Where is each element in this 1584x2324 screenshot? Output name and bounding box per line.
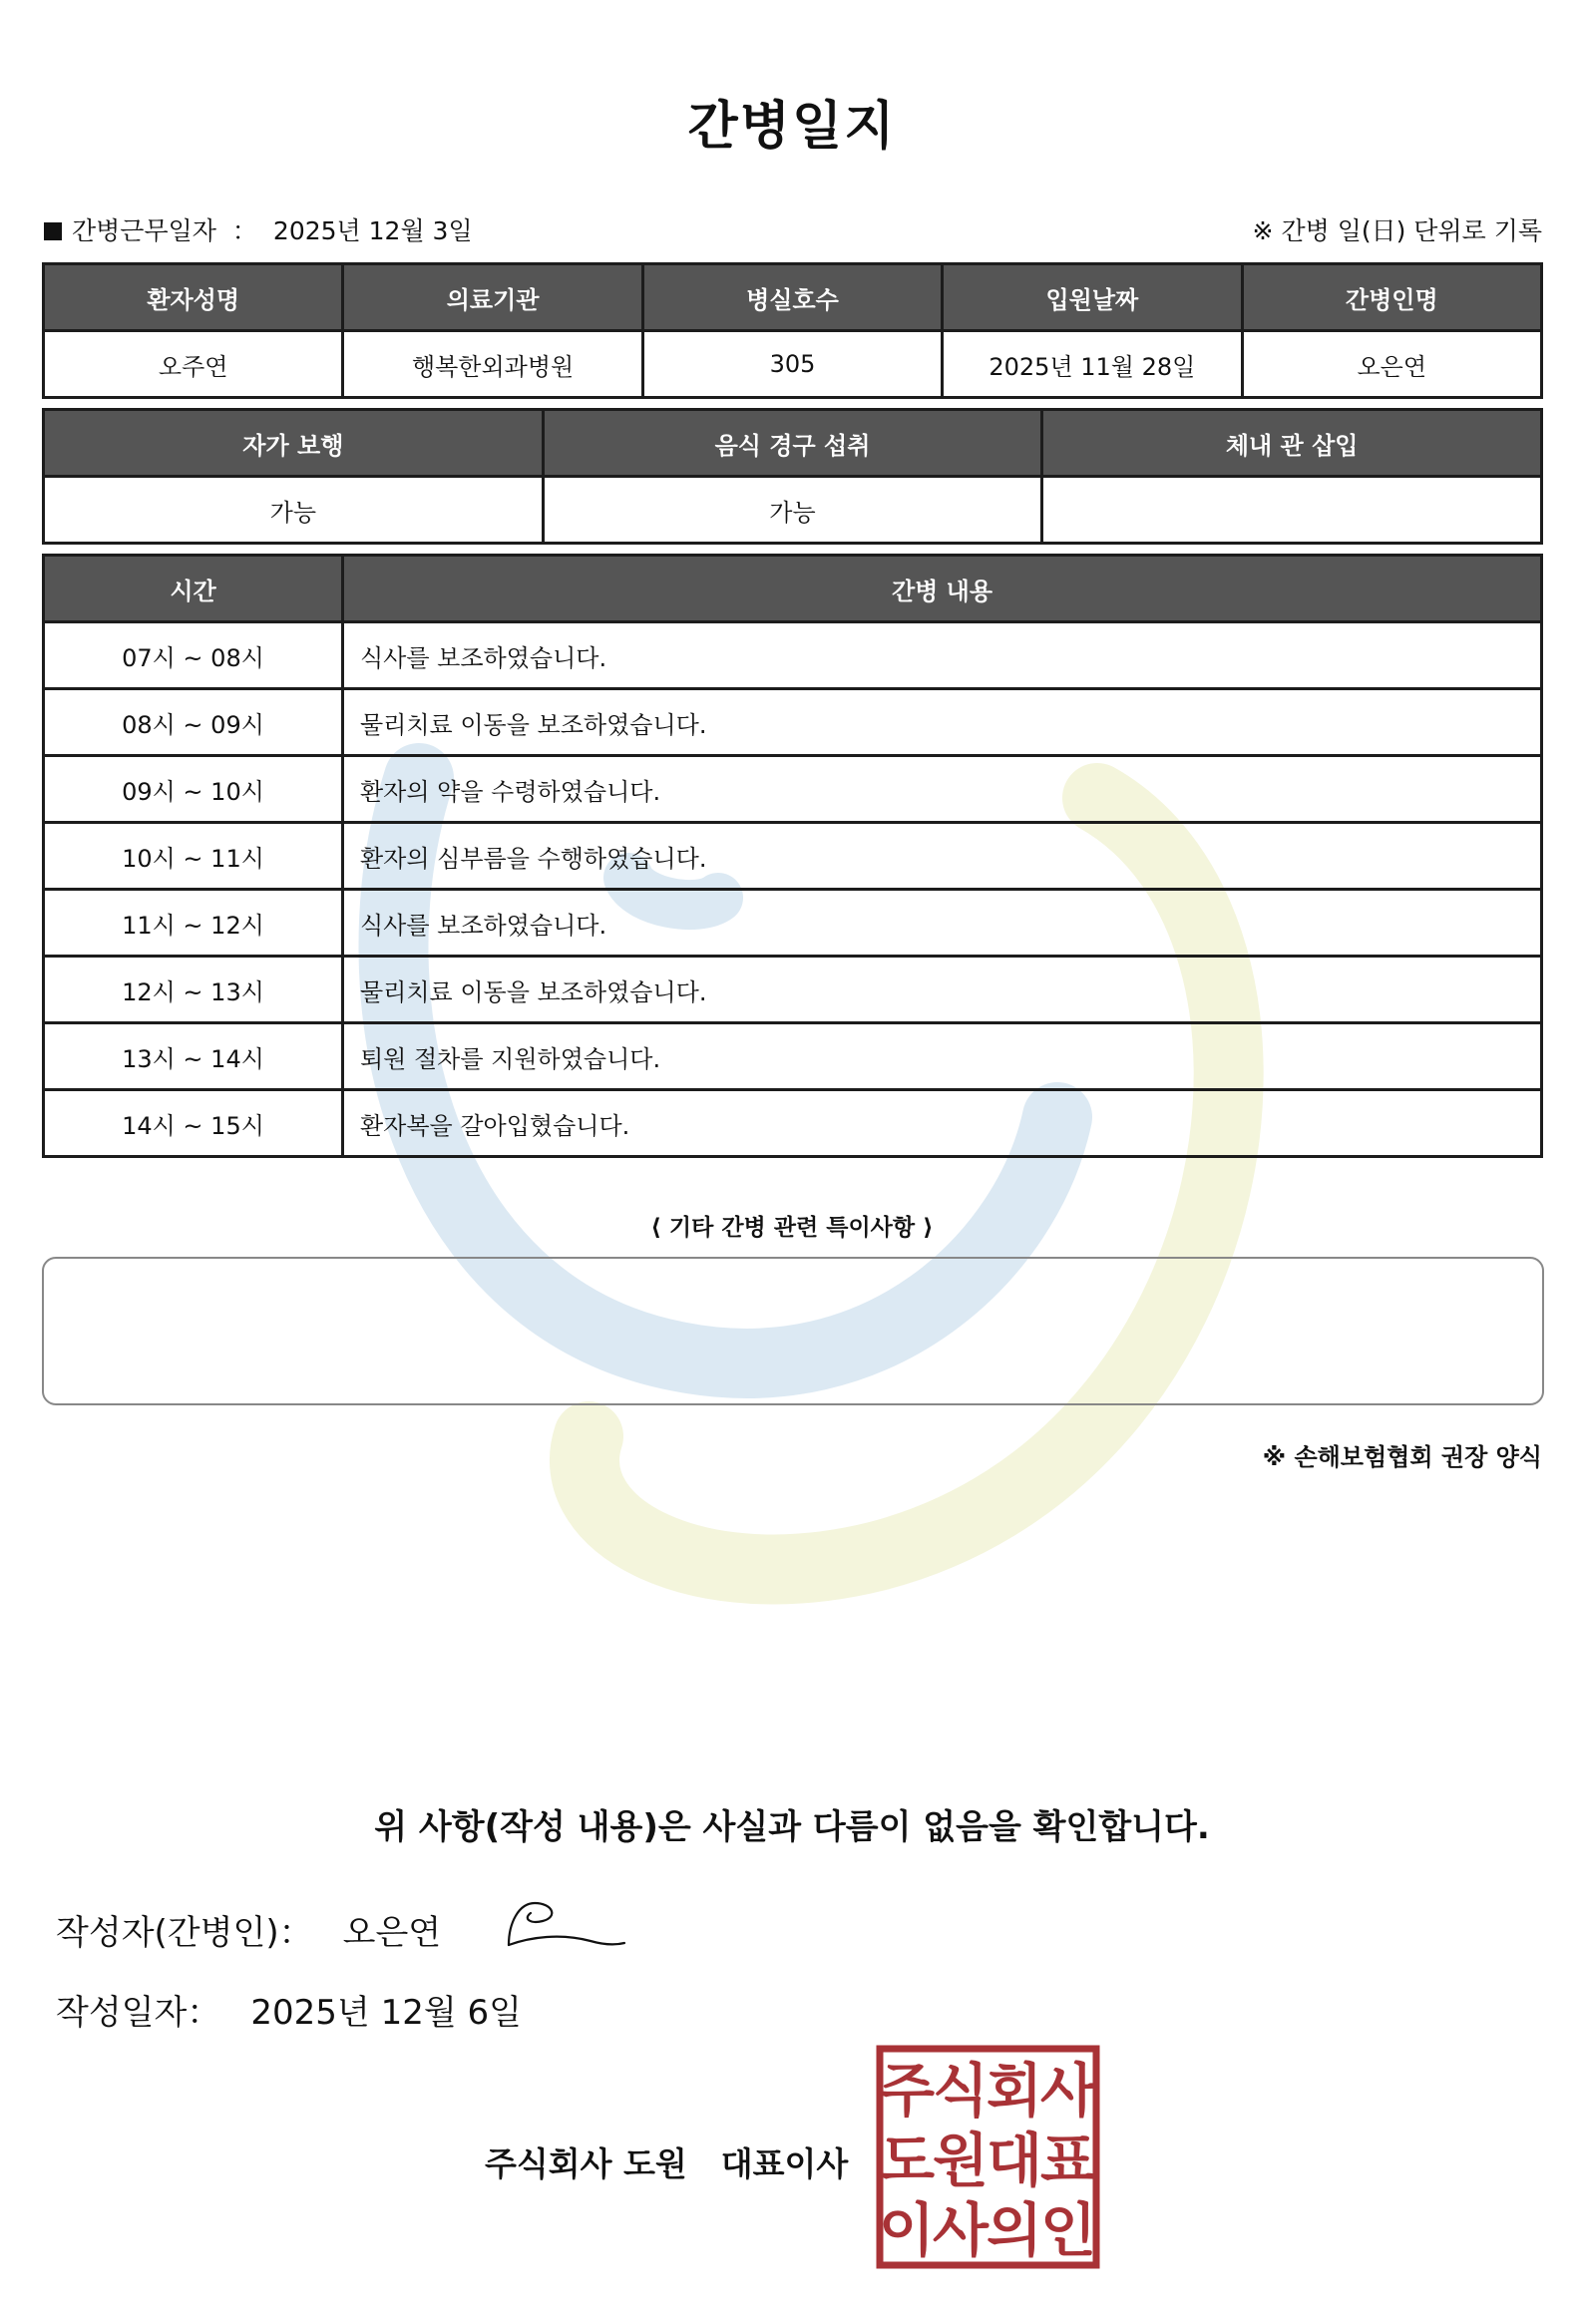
seal-glyph: 식 bbox=[932, 2057, 990, 2125]
log-time: 13시 ~ 14시 bbox=[44, 1023, 343, 1090]
writer-line bbox=[56, 1905, 441, 1954]
log-content: 식사를 보조하였습니다. bbox=[343, 890, 1542, 957]
seal-glyph: 원 bbox=[932, 2127, 990, 2194]
seal-glyph: 사 bbox=[1039, 2057, 1097, 2125]
seal-glyph: 의 bbox=[986, 2196, 1043, 2264]
signature-image bbox=[501, 1893, 630, 1953]
header-care-content: 간병 내용 bbox=[343, 556, 1542, 622]
log-content: 물리치료 이동을 보조하였습니다. bbox=[343, 957, 1542, 1023]
seal-glyph: 도 bbox=[878, 2127, 936, 2194]
header-time: 시간 bbox=[44, 556, 343, 622]
caregiver-name-value: 오은연 bbox=[1242, 331, 1541, 398]
seal-glyph: 회 bbox=[986, 2057, 1043, 2125]
log-content: 식사를 보조하였습니다. bbox=[343, 622, 1542, 689]
company-rep-title: 대표이사 bbox=[720, 2144, 849, 2183]
log-content: 퇴원 절차를 지원하였습니다. bbox=[343, 1023, 1542, 1090]
header-tube-insertion: 체내 관 삽입 bbox=[1042, 410, 1542, 477]
table-row bbox=[44, 957, 1542, 1023]
header-room-number: 병실호수 bbox=[642, 264, 942, 331]
write-date-line bbox=[56, 1985, 522, 2034]
room-number-value: 305 bbox=[642, 331, 942, 398]
work-date bbox=[44, 211, 473, 247]
page-title: 간병일지 bbox=[687, 97, 897, 157]
log-time: 12시 ~ 13시 bbox=[44, 957, 343, 1023]
company-signature-line bbox=[485, 2138, 848, 2185]
table-row bbox=[44, 890, 1542, 957]
table-row bbox=[44, 331, 1542, 398]
header-hospital: 의료기관 bbox=[343, 264, 642, 331]
header-oral-intake: 음식 경구 섭취 bbox=[543, 410, 1042, 477]
remarks-title: ⟨ 기타 간병 관련 특이사항 ⟩ bbox=[650, 1215, 934, 1241]
hospital-value: 행복한외과병원 bbox=[343, 331, 642, 398]
log-time: 11시 ~ 12시 bbox=[44, 890, 343, 957]
log-content: 환자의 심부름을 수행하였습니다. bbox=[343, 823, 1542, 890]
log-time: 08시 ~ 09시 bbox=[44, 689, 343, 756]
log-time: 10시 ~ 11시 bbox=[44, 823, 343, 890]
header-patient-name: 환자성명 bbox=[44, 264, 343, 331]
table-row bbox=[44, 477, 1542, 544]
seal-glyph: 이 bbox=[878, 2196, 936, 2264]
header-self-walking: 자가 보행 bbox=[44, 410, 544, 477]
log-content: 환자복을 갈아입혔습니다. bbox=[343, 1090, 1542, 1157]
table-header-row bbox=[44, 410, 1542, 477]
patient-status-table bbox=[42, 408, 1543, 545]
table-row bbox=[44, 689, 1542, 756]
work-date-value: 2025년 12월 3일 bbox=[272, 216, 473, 245]
log-time: 14시 ~ 15시 bbox=[44, 1090, 343, 1157]
log-content: 물리치료 이동을 보조하였습니다. bbox=[343, 689, 1542, 756]
work-date-label: 간병근무일자 bbox=[72, 216, 216, 245]
company-seal-icon bbox=[876, 2045, 1100, 2269]
header-caregiver-name: 간병인명 bbox=[1242, 264, 1541, 331]
seal-glyph: 대 bbox=[986, 2127, 1043, 2194]
write-date-value: 2025년 12월 6일 bbox=[250, 1993, 522, 2033]
seal-glyph: 주 bbox=[878, 2057, 936, 2125]
table-header-row bbox=[44, 556, 1542, 622]
seal-glyph: 인 bbox=[1039, 2196, 1097, 2264]
patient-name-value: 오주연 bbox=[44, 331, 343, 398]
self-walking-value: 가능 bbox=[44, 477, 544, 544]
admission-date-value: 2025년 11월 28일 bbox=[943, 331, 1242, 398]
patient-info-table bbox=[42, 262, 1543, 399]
writer-name: 오은연 bbox=[342, 1913, 442, 1953]
square-bullet-icon bbox=[44, 222, 62, 240]
table-row bbox=[44, 1023, 1542, 1090]
table-header-row bbox=[44, 264, 1542, 331]
record-note: ※ 간병 일(日) 단위로 기록 bbox=[1252, 216, 1542, 245]
log-time: 07시 ~ 08시 bbox=[44, 622, 343, 689]
remarks-box bbox=[42, 1257, 1544, 1405]
log-content: 환자의 약을 수령하였습니다. bbox=[343, 756, 1542, 823]
table-row bbox=[44, 756, 1542, 823]
company-name: 주식회사 도원 bbox=[485, 2144, 687, 2183]
log-time: 09시 ~ 10시 bbox=[44, 756, 343, 823]
header-admission-date: 입원날짜 bbox=[943, 264, 1242, 331]
oral-intake-value: 가능 bbox=[543, 477, 1042, 544]
table-row bbox=[44, 1090, 1542, 1157]
care-log-table bbox=[42, 554, 1543, 1158]
table-row bbox=[44, 622, 1542, 689]
confirmation-statement: 위 사항(작성 내용)은 사실과 다름이 없음을 확인합니다. bbox=[374, 1807, 1210, 1847]
table-row bbox=[44, 823, 1542, 890]
write-date-label: 작성일자： bbox=[56, 1993, 221, 2033]
form-source-note: ※ 손해보험협회 권장 양식 bbox=[1262, 1443, 1542, 1471]
tube-insertion-value bbox=[1042, 477, 1542, 544]
seal-glyph: 사 bbox=[932, 2196, 990, 2264]
work-date-separator: ： bbox=[231, 216, 257, 245]
seal-glyph: 표 bbox=[1039, 2127, 1097, 2194]
writer-label: 작성자(간병인)： bbox=[56, 1913, 313, 1953]
